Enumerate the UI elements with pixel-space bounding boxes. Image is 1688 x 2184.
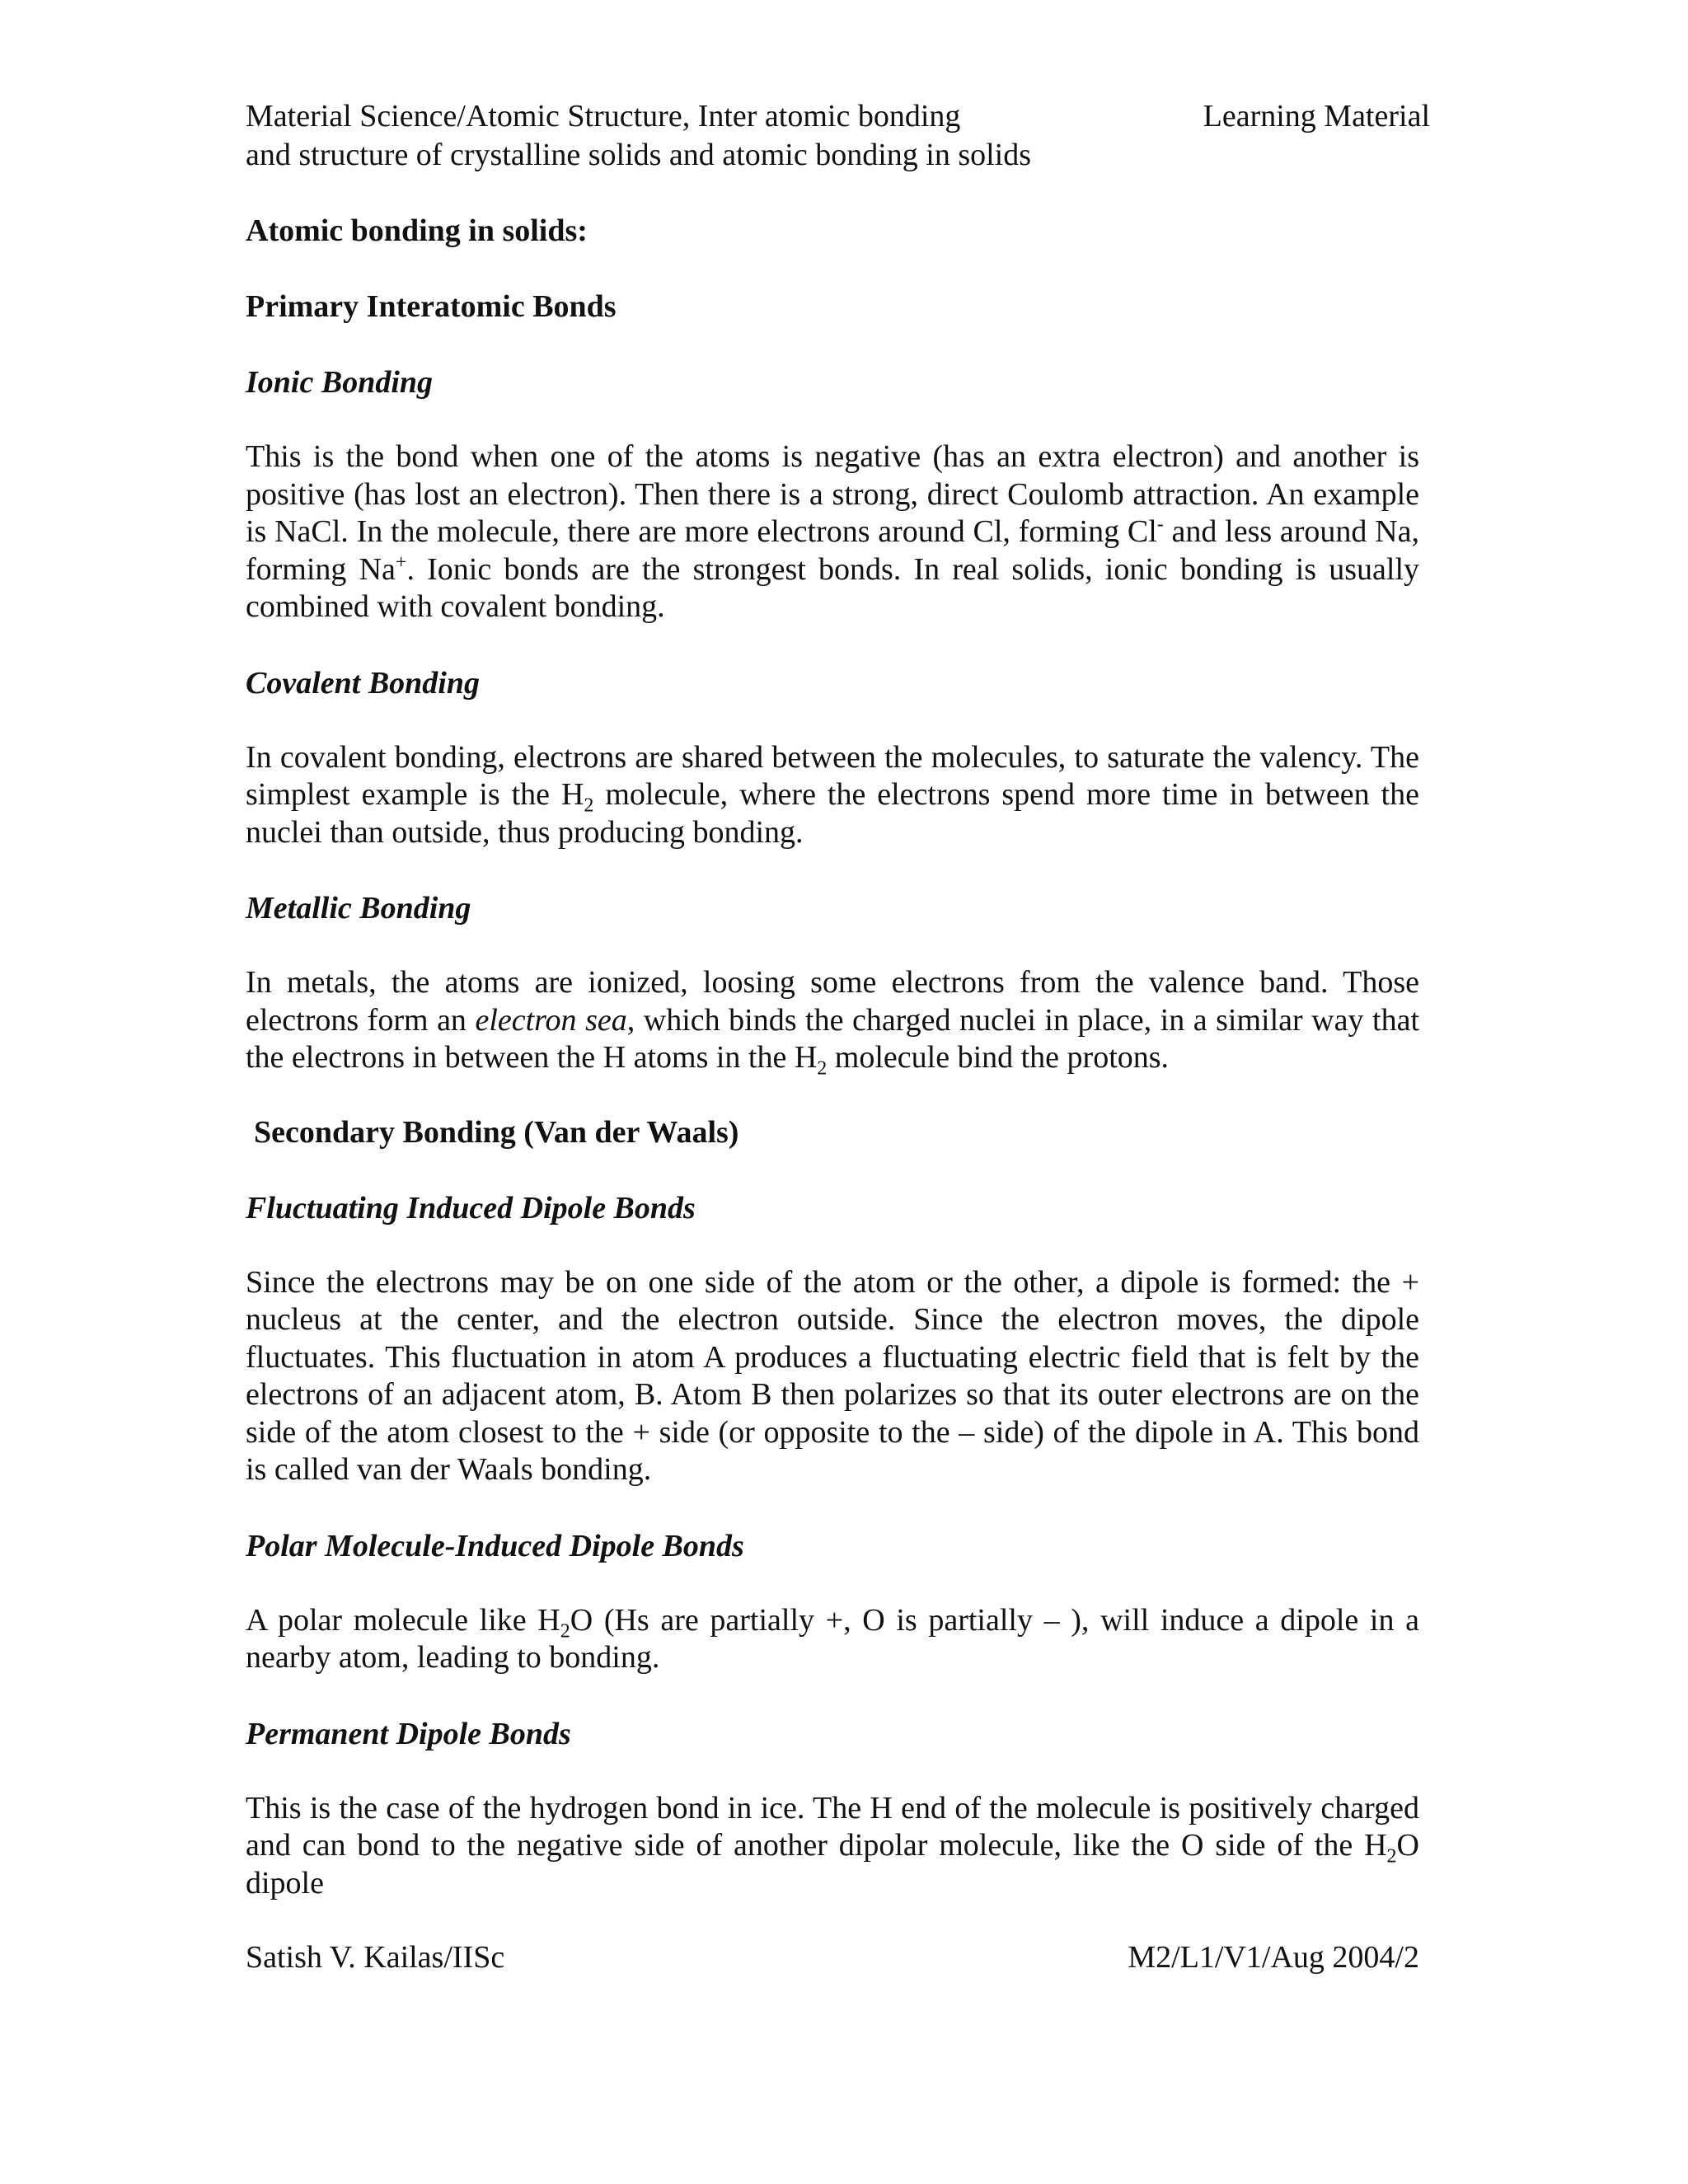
header-title-line1: Material Science/Atomic Structure, Inter atomic bonding [246, 99, 961, 134]
heading-atomic-bonding: Atomic bonding in solids: [246, 213, 588, 248]
header-title-line2: and structure of crystalline solids and atomic bonding in solids [246, 138, 1032, 172]
heading-fluctuating-dipole: Fluctuating Induced Dipole Bonds [246, 1190, 696, 1226]
permanent-text-2: O dipole [246, 1828, 1419, 1900]
heading-permanent-dipole: Permanent Dipole Bonds [246, 1716, 571, 1751]
page-footer [246, 1938, 1419, 1977]
paragraph-ionic [246, 438, 1419, 626]
metallic-text-1: In metals, the atoms are ionized, loosing some electrons from the valence band. Those electrons form an [246, 965, 1419, 1038]
heading-primary-bonds: Primary Interatomic Bonds [246, 289, 617, 324]
paragraph-polar [246, 1602, 1419, 1677]
ionic-text-1: This is the bond when one of the atoms is negative (has an extra electron) and another is positive (has lost an electron). Then there is a strong, direct Coulomb attraction. An example is NaCl. In the molecule, there are more electrons around Cl, forming Cl [246, 439, 1419, 549]
heading-ionic-bonding: Ionic Bonding [246, 365, 434, 400]
metallic-sub-2: 2 [817, 1057, 828, 1080]
header-learning-material: Learning Material [1203, 99, 1430, 134]
metallic-text-3: molecule bind the protons. [827, 1040, 1170, 1075]
permanent-sub-2: 2 [1386, 1845, 1397, 1868]
covalent-text-1: In covalent bonding, electrons are shared between the molecules, to saturate the valency. The simplest example is the H [246, 739, 1419, 812]
footer-author: Satish V. Kailas/IISc [246, 1940, 505, 1975]
polar-text-1: A polar molecule like H [246, 1602, 560, 1638]
heading-metallic-bonding: Metallic Bonding [246, 891, 471, 926]
ionic-sup-minus: - [1156, 513, 1164, 536]
metallic-electron-sea: electron sea [475, 1002, 627, 1038]
page-header [246, 97, 1430, 175]
paragraph-covalent [246, 739, 1419, 852]
metallic-text-2: , which binds the charged nuclei in place, in a similar way that the electrons in between the H atoms in the H [246, 1002, 1419, 1075]
heading-secondary-bonding: Secondary Bonding (Van der Waals) [254, 1114, 739, 1150]
paragraph-fluctuating: Since the electrons may be on one side of the atom or the other, a dipole is formed: the + nucleus at the center, and the electron outside. Since the electron moves, the dipole fluctuates. This fluctuation in atom A produces a fluctuating electric field that is felt by the electrons of an adjacent atom, B. Atom B then polarizes so that its outer electrons are on the side of the atom closest to the + side (or opposite to the – side) of the dipole in A. This bond is called van der Waals bonding. [246, 1264, 1419, 1487]
paragraph-metallic [246, 964, 1419, 1080]
document-page [246, 97, 1430, 1902]
ionic-text-2: and less around Na, forming Na [246, 514, 1419, 587]
ionic-sup-plus: + [395, 551, 407, 573]
paragraph-permanent [246, 1790, 1419, 1903]
polar-text-2: O (Hs are partially +, O is partially – ), will induce a dipole in a nearby atom, leading to bonding. [246, 1602, 1420, 1675]
permanent-text-1: This is the case of the hydrogen bond in ice. The H end of the molecule is positively charged and can bond to the negative side of another dipolar molecule, like the O side of the H [246, 1790, 1419, 1863]
covalent-sub-2: 2 [584, 794, 594, 817]
heading-polar-molecule: Polar Molecule-Induced Dipole Bonds [246, 1528, 744, 1563]
footer-reference: M2/L1/V1/Aug 2004/2 [1128, 1940, 1419, 1975]
ionic-text-3: . Ionic bonds are the strongest bonds. In real solids, ionic bonding is usually combined with covalent bonding. [246, 551, 1419, 624]
covalent-text-2: molecule, where the electrons spend more time in between the nuclei than outside, thus producing bonding. [246, 777, 1419, 850]
heading-covalent-bonding: Covalent Bonding [246, 665, 480, 701]
polar-sub-2: 2 [560, 1620, 570, 1643]
